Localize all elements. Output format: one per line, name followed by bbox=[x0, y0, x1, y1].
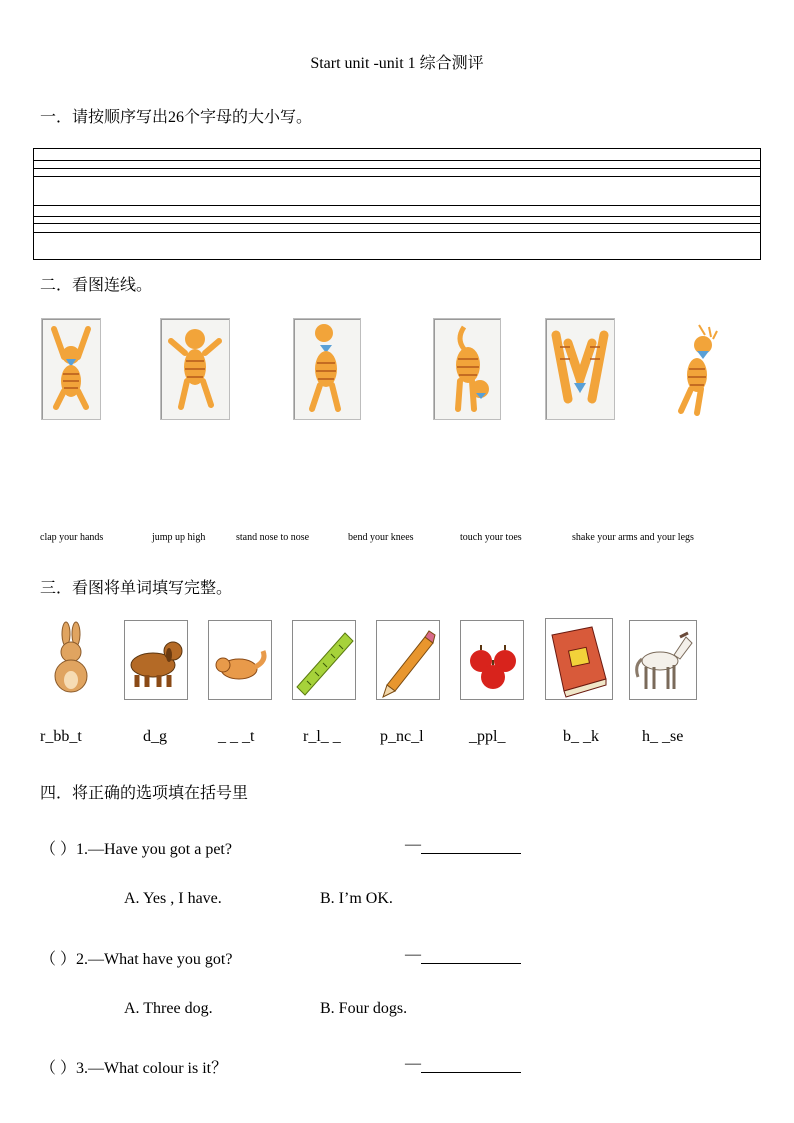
section1-heading: 一．请按顺序写出26个字母的大小写。 bbox=[40, 109, 313, 126]
answer-blank[interactable] bbox=[421, 947, 521, 964]
tiger-clap-hands-picture bbox=[41, 318, 101, 420]
answer-bracket[interactable]: （ ） bbox=[40, 1060, 77, 1077]
writing-line bbox=[34, 205, 760, 206]
answer-dash: — bbox=[405, 946, 421, 963]
book-picture bbox=[545, 618, 613, 700]
phrase-label-4: bend your knees bbox=[348, 532, 414, 543]
writing-line bbox=[34, 160, 760, 161]
dog-picture bbox=[124, 620, 188, 700]
answer-bracket[interactable]: （ ） bbox=[40, 951, 77, 968]
answer-line-3[interactable] bbox=[405, 1055, 521, 1073]
rabbit-picture bbox=[40, 620, 102, 698]
phrase-label-3: stand nose to nose bbox=[236, 532, 310, 543]
writing-line bbox=[34, 168, 760, 169]
fill-word-1[interactable]: r_bb_t bbox=[40, 728, 82, 745]
fill-word-7[interactable]: b_ _k bbox=[563, 728, 599, 745]
section4-heading: 四．将正确的选项填在括号里 bbox=[40, 785, 249, 802]
answer-bracket[interactable]: （ ） bbox=[40, 841, 77, 858]
writing-line bbox=[34, 232, 760, 233]
phrase-label-5: touch your toes bbox=[460, 532, 522, 543]
answer-line-1[interactable] bbox=[405, 836, 521, 854]
phrase-label-2: jump up high bbox=[152, 532, 206, 543]
page-title: Start unit -unit 1 综合测评 bbox=[310, 55, 484, 72]
answer-dash: — bbox=[405, 1055, 421, 1072]
phrase-label-6: shake your arms and your legs bbox=[572, 532, 694, 543]
option-2b: B. Four dogs. bbox=[320, 1000, 408, 1017]
question-3 bbox=[40, 1055, 227, 1078]
question-text: 1.—Have you got a pet? bbox=[76, 841, 232, 858]
tiger-jump-up-high-picture bbox=[160, 318, 230, 420]
horse-picture bbox=[629, 620, 697, 700]
answer-blank[interactable] bbox=[421, 837, 521, 854]
tiger-stand-nose-to-nose-picture bbox=[293, 318, 361, 420]
question-text: 2.—What have you got? bbox=[76, 951, 233, 968]
question-text: 3.—What colour is it？ bbox=[76, 1060, 228, 1077]
cat-picture bbox=[208, 620, 272, 700]
apples-picture bbox=[460, 620, 524, 700]
option-1b: B. I’m OK. bbox=[320, 890, 393, 907]
answer-line-2[interactable] bbox=[405, 946, 521, 964]
alphabet-writing-box[interactable] bbox=[33, 148, 761, 260]
section2-heading: 二．看图连线。 bbox=[40, 277, 153, 294]
question-2 bbox=[40, 946, 232, 969]
fill-word-3[interactable]: _ _ _t bbox=[218, 728, 255, 745]
phrase-label-1: clap your hands bbox=[40, 532, 104, 543]
answer-dash: — bbox=[405, 836, 421, 853]
option-1a: A. Yes , I have. bbox=[124, 890, 222, 907]
writing-line bbox=[34, 216, 760, 217]
fill-word-4[interactable]: r_l_ _ bbox=[303, 728, 341, 745]
writing-line bbox=[34, 223, 760, 224]
ruler-picture bbox=[292, 620, 356, 700]
tiger-shake-arms-and-legs-picture bbox=[656, 320, 728, 420]
question-1 bbox=[40, 836, 232, 859]
tiger-bend-your-knees-picture bbox=[433, 318, 501, 420]
tiger-touch-your-toes-picture bbox=[545, 318, 615, 420]
section3-heading: 三．看图将单词填写完整。 bbox=[40, 580, 233, 597]
fill-word-8[interactable]: h_ _se bbox=[642, 728, 684, 745]
fill-word-2[interactable]: d_g bbox=[143, 728, 167, 745]
option-2a: A. Three dog. bbox=[124, 1000, 213, 1017]
answer-blank[interactable] bbox=[421, 1056, 521, 1073]
fill-word-5[interactable]: p_nc_l bbox=[380, 728, 424, 745]
fill-word-6[interactable]: _ppl_ bbox=[469, 728, 506, 745]
pencil-picture bbox=[376, 620, 440, 700]
writing-line bbox=[34, 176, 760, 177]
